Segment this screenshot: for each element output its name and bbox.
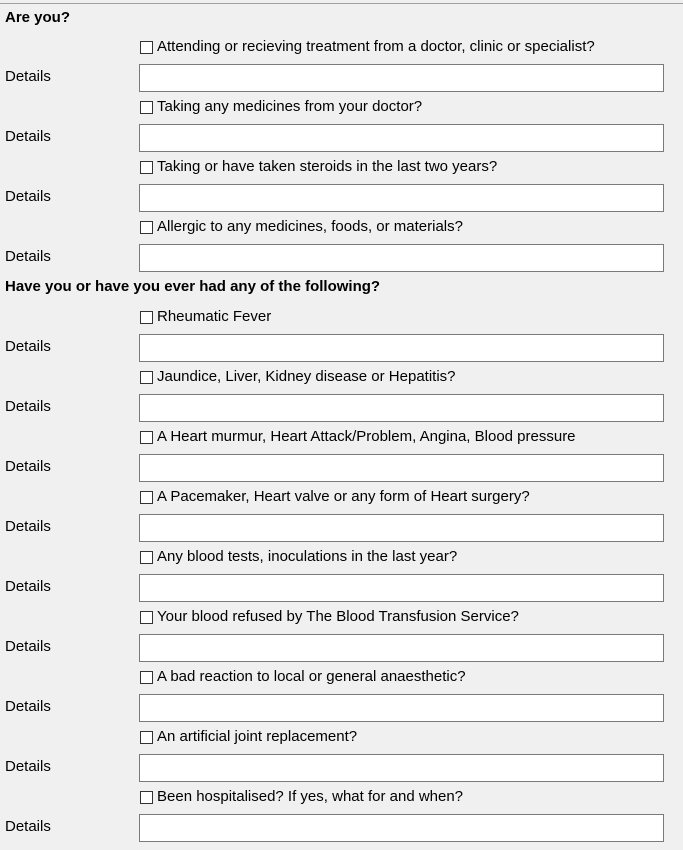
question-label: Been hospitalised? If yes, what for and when? bbox=[157, 788, 464, 805]
checkbox[interactable] bbox=[140, 551, 153, 564]
details-label: Details bbox=[5, 398, 51, 415]
details-input[interactable] bbox=[139, 334, 664, 362]
details-input[interactable] bbox=[139, 754, 664, 782]
checkbox[interactable] bbox=[140, 221, 153, 234]
question-checkbox-row[interactable] bbox=[140, 608, 519, 626]
checkbox[interactable] bbox=[140, 611, 153, 624]
checkbox[interactable] bbox=[140, 491, 153, 504]
question-label: A bad reaction to local or general anaesthetic? bbox=[157, 668, 466, 685]
details-label: Details bbox=[5, 518, 51, 535]
details-input[interactable] bbox=[139, 124, 664, 152]
details-input[interactable] bbox=[139, 394, 664, 422]
details-label: Details bbox=[5, 338, 51, 355]
checkbox[interactable] bbox=[140, 101, 153, 114]
question-label: Rheumatic Fever bbox=[157, 308, 272, 325]
details-input[interactable] bbox=[139, 454, 664, 482]
details-input[interactable] bbox=[139, 184, 664, 212]
question-label: Allergic to any medicines, foods, or materials? bbox=[157, 218, 463, 235]
question-label: Your blood refused by The Blood Transfusion Service? bbox=[157, 608, 519, 625]
checkbox[interactable] bbox=[140, 431, 153, 444]
details-label: Details bbox=[5, 188, 51, 205]
checkbox[interactable] bbox=[140, 791, 153, 804]
question-label: Any blood tests, inoculations in the last year? bbox=[157, 548, 458, 565]
details-label: Details bbox=[5, 818, 51, 835]
details-label: Details bbox=[5, 638, 51, 655]
details-input[interactable] bbox=[139, 244, 664, 272]
question-checkbox-row[interactable] bbox=[140, 308, 271, 326]
question-checkbox-row[interactable] bbox=[140, 428, 576, 446]
checkbox[interactable] bbox=[140, 41, 153, 54]
details-label: Details bbox=[5, 128, 51, 145]
checkbox[interactable] bbox=[140, 161, 153, 174]
details-input[interactable] bbox=[139, 694, 664, 722]
question-checkbox-row[interactable] bbox=[140, 788, 463, 806]
question-label: Taking any medicines from your doctor? bbox=[157, 98, 423, 115]
details-label: Details bbox=[5, 758, 51, 775]
question-checkbox-row[interactable] bbox=[140, 668, 466, 686]
details-input[interactable] bbox=[139, 634, 664, 662]
question-label: A Pacemaker, Heart valve or any form of Heart surgery? bbox=[157, 488, 530, 505]
details-label: Details bbox=[5, 248, 51, 265]
checkbox[interactable] bbox=[140, 311, 153, 324]
details-input[interactable] bbox=[139, 814, 664, 842]
question-checkbox-row[interactable] bbox=[140, 158, 497, 176]
details-input[interactable] bbox=[139, 514, 664, 542]
details-label: Details bbox=[5, 578, 51, 595]
details-label: Details bbox=[5, 458, 51, 475]
question-label: Taking or have taken steroids in the last two years? bbox=[157, 158, 498, 175]
top-divider bbox=[0, 3, 683, 4]
checkbox[interactable] bbox=[140, 671, 153, 684]
details-input[interactable] bbox=[139, 574, 664, 602]
question-label: Jaundice, Liver, Kidney disease or Hepatitis? bbox=[157, 368, 456, 385]
question-checkbox-row[interactable] bbox=[140, 728, 357, 746]
section-heading: Are you? bbox=[5, 9, 71, 26]
question-checkbox-row[interactable] bbox=[140, 38, 595, 56]
question-label: A Heart murmur, Heart Attack/Problem, Angina, Blood pressure bbox=[157, 428, 576, 445]
checkbox[interactable] bbox=[140, 371, 153, 384]
question-checkbox-row[interactable] bbox=[140, 548, 457, 566]
section-heading: Have you or have you ever had any of the following? bbox=[5, 278, 381, 295]
question-checkbox-row[interactable] bbox=[140, 368, 456, 386]
question-checkbox-row[interactable] bbox=[140, 218, 463, 236]
details-label: Details bbox=[5, 68, 51, 85]
question-checkbox-row[interactable] bbox=[140, 488, 530, 506]
question-label: An artificial joint replacement? bbox=[157, 728, 358, 745]
question-label: Attending or recieving treatment from a doctor, clinic or specialist? bbox=[157, 38, 595, 55]
details-label: Details bbox=[5, 698, 51, 715]
question-checkbox-row[interactable] bbox=[140, 98, 422, 116]
checkbox[interactable] bbox=[140, 731, 153, 744]
details-input[interactable] bbox=[139, 64, 664, 92]
